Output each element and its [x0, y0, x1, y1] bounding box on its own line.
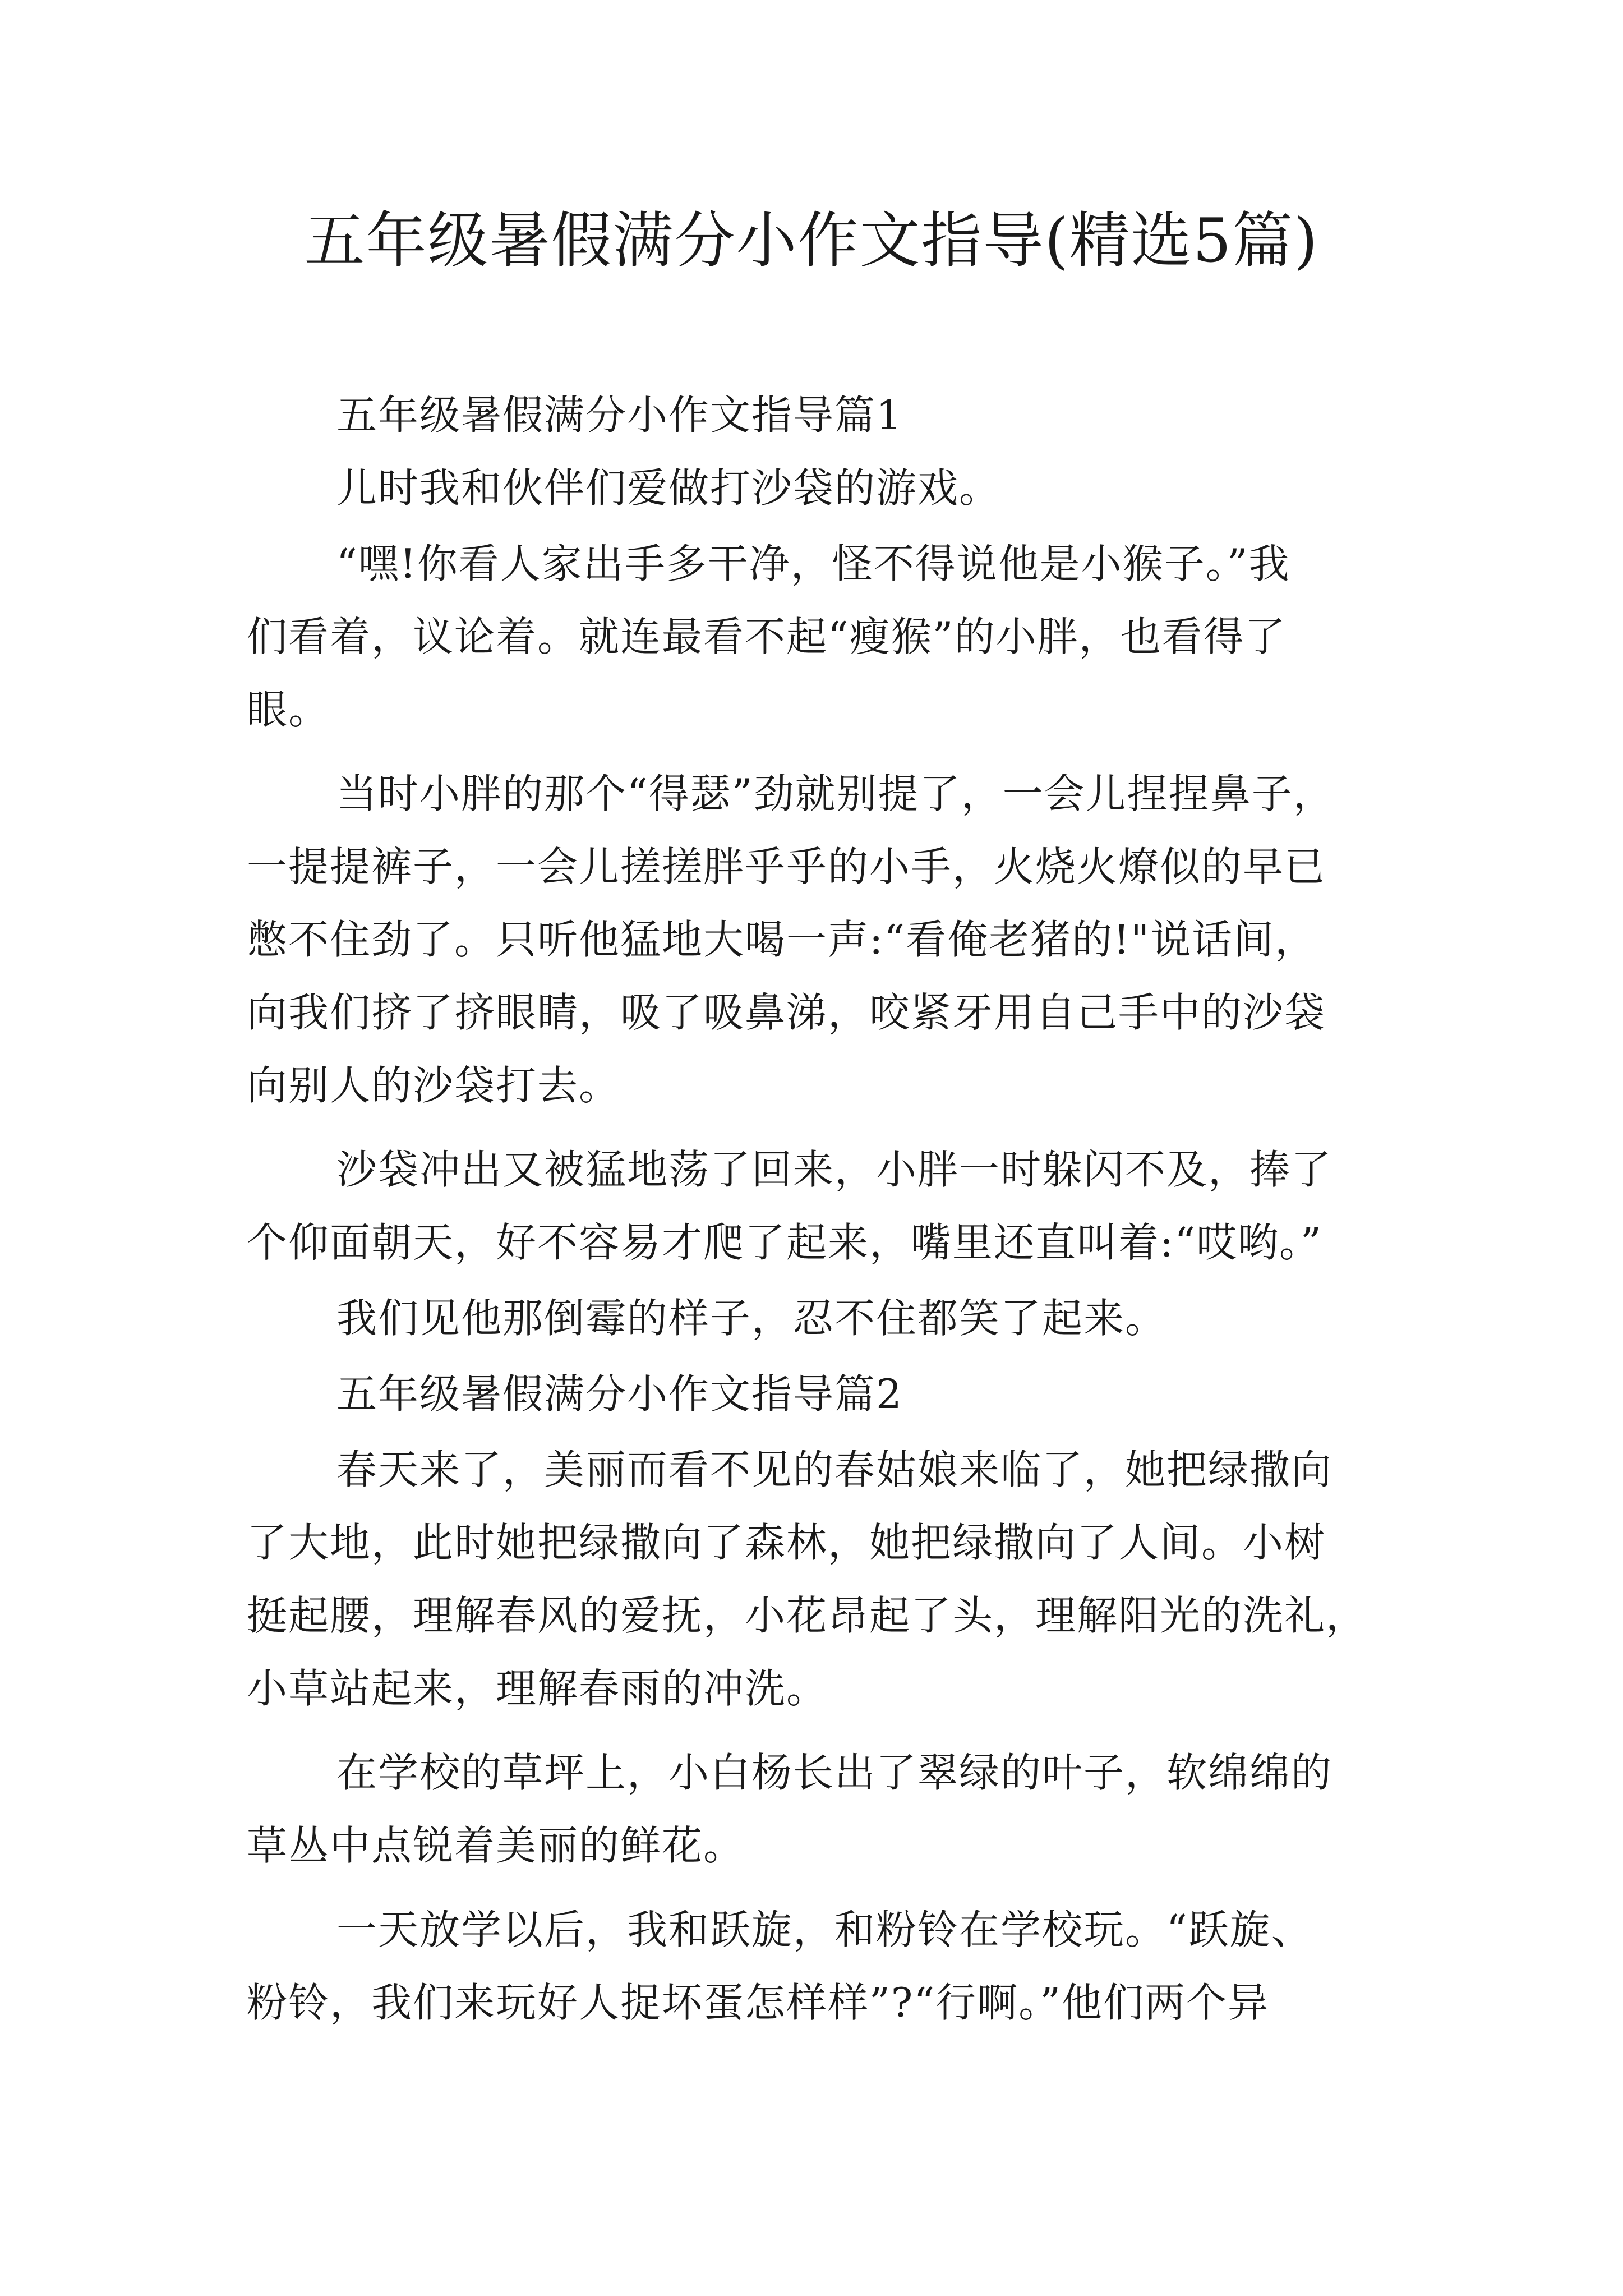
text-line: 向我们挤了挤眼睛，吸了吸鼻涕，咬紧牙用自己手中的沙袋 [247, 989, 1326, 1036]
text-line: 草丛中点锐着美丽的鲜花。 [247, 1822, 745, 1869]
text-line: 当时小胖的那个“得瑟”劲就别提了，一会儿捏捏鼻子， [336, 770, 1335, 817]
text-line: 在学校的草坪上，小白杨长出了翠绿的叶子，软绵绵的 [336, 1749, 1333, 1796]
text-line: “嘿!你看人家出手多干净，怪不得说他是小猴子。”我 [336, 540, 1290, 587]
text-line: 了大地，此时她把绿撒向了森林，她把绿撒向了人间。小树 [247, 1519, 1326, 1566]
section-heading: 五年级暑假满分小作文指导篇1 [336, 392, 903, 439]
text-line: 挺起腰，理解春风的爱抚，小花昂起了头，理解阳光的洗礼， [247, 1592, 1368, 1639]
text-line: 憋不住劲了。只听他猛地大喝一声:“看俺老猪的!"说话间， [247, 916, 1317, 963]
text-line: 沙袋冲出又被猛地荡了回来，小胖一时躲闪不及，捧了 [336, 1146, 1333, 1193]
text-line: 一提提裤子，一会儿搓搓胖乎乎的小手，火烧火燎似的早已 [247, 843, 1326, 890]
text-line: 小草站起来，理解春雨的冲洗。 [247, 1665, 828, 1712]
text-line: 向别人的沙袋打去。 [247, 1062, 621, 1109]
text-line: 粉铃，我们来玩好人捉坏蛋怎样样”?“行啊。”他们两个异 [247, 1979, 1270, 2026]
section-heading: 五年级暑假满分小作文指导篇2 [336, 1370, 903, 1418]
text-line: 眼。 [247, 686, 330, 733]
document-title: 五年级暑假满分小作文指导(精选5篇) [304, 206, 1319, 276]
text-line: 儿时我和伙伴们爱做打沙袋的游戏。 [336, 464, 1001, 512]
text-line: 个仰面朝天，好不容易才爬了起来，嘴里还直叫着:“哎哟。” [247, 1219, 1322, 1266]
text-line: 我们见他那倒霉的样子，忍不住都笑了起来。 [336, 1295, 1167, 1342]
text-line: 们看着，议论着。就连最看不起“瘦猴”的小胖，也看得了 [247, 613, 1287, 660]
text-line: 春天来了，美丽而看不见的春姑娘来临了，她把绿撒向 [336, 1446, 1333, 1493]
text-line: 一天放学以后，我和跃旋，和粉铃在学校玩。“跃旋、 [336, 1906, 1313, 1953]
